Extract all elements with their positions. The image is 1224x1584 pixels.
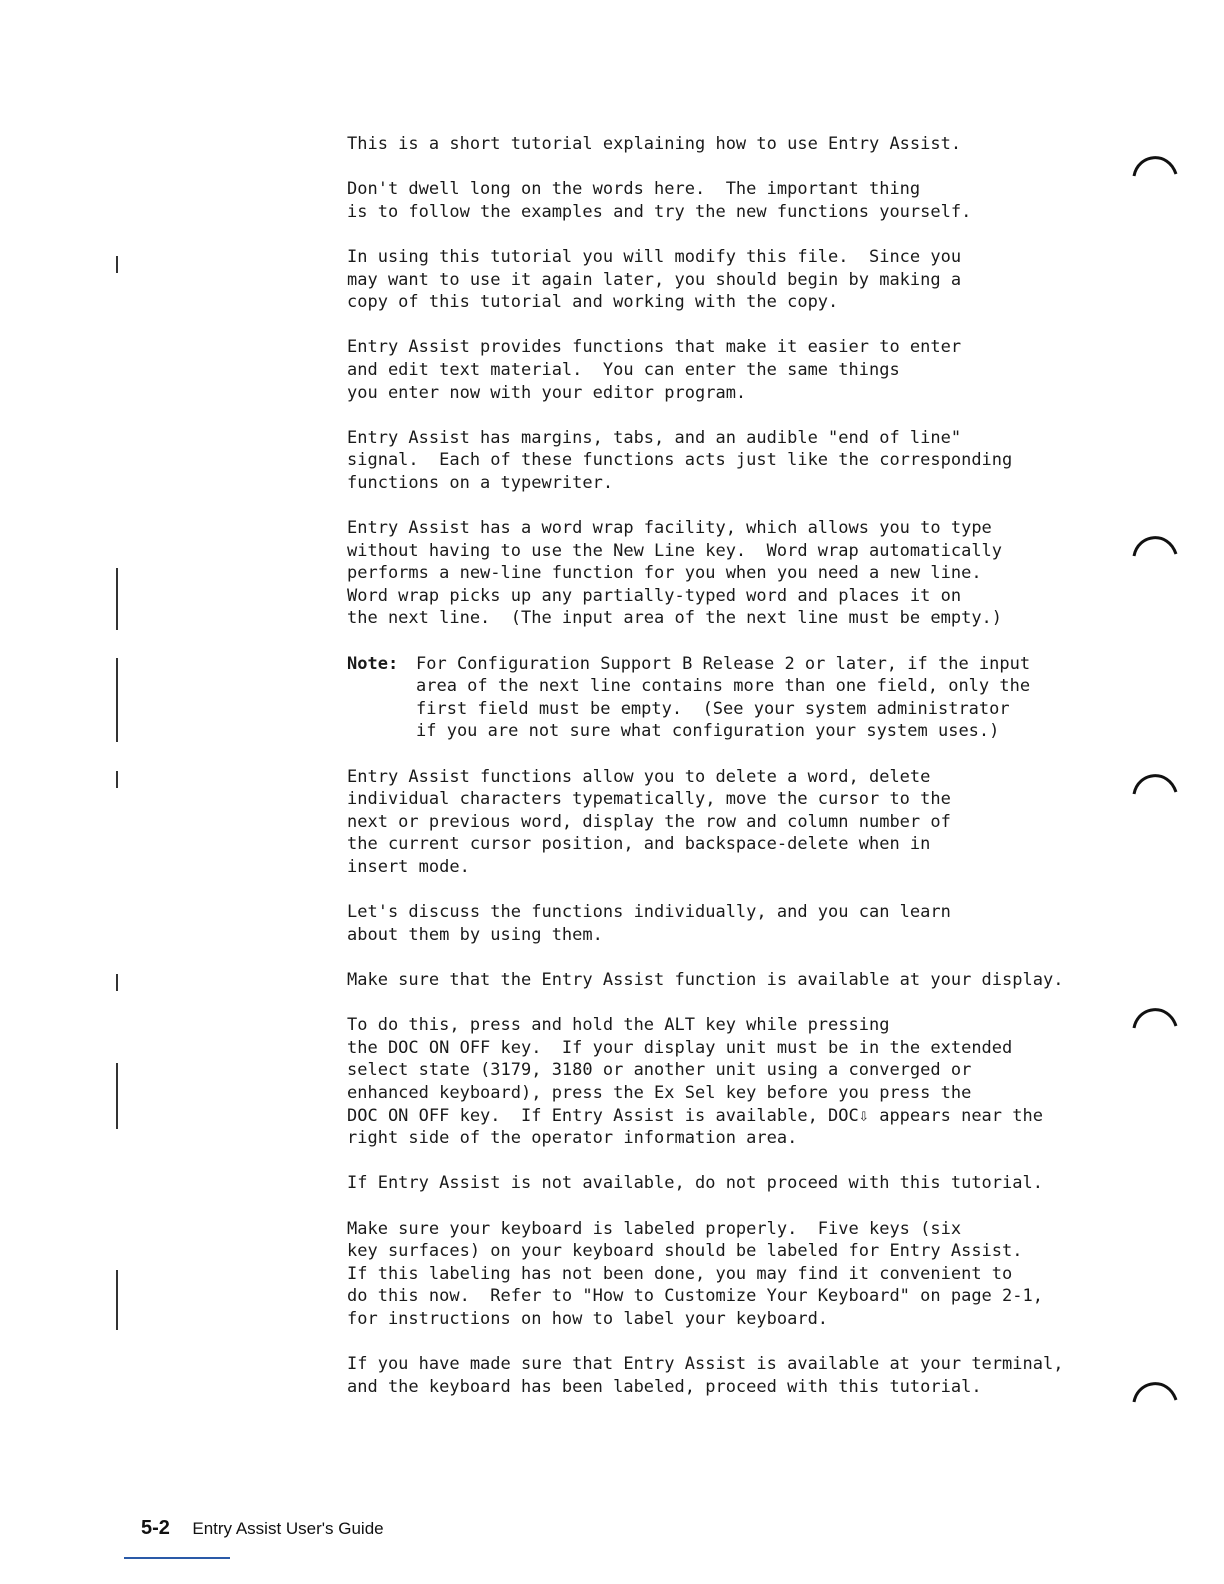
text-line: select state (3179, 3180 or another unit using a converged or	[347, 1060, 972, 1081]
text-line: Entry Assist has a word wrap facility, which allows you to type	[347, 518, 992, 539]
note-block	[347, 653, 1047, 743]
note-label: Note:	[347, 653, 399, 674]
binder-hole-mark	[1130, 766, 1180, 796]
change-bar	[116, 658, 118, 742]
text-line: To do this, press and hold the ALT key while pressing	[347, 1015, 890, 1036]
text-line: about them by using them.	[347, 924, 603, 945]
paragraph-margins-tabs	[347, 427, 1047, 495]
text-line: key surfaces) on your keyboard should be labeled for Entry Assist.	[347, 1241, 1023, 1262]
text-line: DOC ON OFF key. If Entry Assist is available, DOC⇩ appears near the	[347, 1105, 1043, 1126]
text-line: functions on a typewriter.	[347, 472, 614, 493]
text-line: Let's discuss the functions individually, and you can learn	[347, 902, 951, 923]
paragraph-functions-allow	[347, 766, 1047, 879]
text-line: This is a short tutorial explaining how to use Entry Assist.	[347, 134, 962, 154]
text-line: the current cursor position, and backspace-delete when in	[347, 834, 931, 855]
text-line: In using this tutorial you will modify this file. Since you	[347, 246, 962, 267]
text-line: if you are not sure what configuration your system uses.)	[416, 721, 1000, 742]
change-bar	[116, 1063, 118, 1129]
binder-hole-mark	[1130, 148, 1180, 178]
text-line: Entry Assist provides functions that make it easier to enter	[347, 337, 962, 358]
text-line: For Configuration Support B Release 2 or later, if the input	[416, 653, 1031, 674]
text-line: without having to use the New Line key. Word wrap automatically	[347, 540, 1003, 561]
text-line: performs a new-line function for you when you need a new line.	[347, 563, 982, 584]
text-line: insert mode.	[347, 857, 470, 877]
paragraph-provides-functions	[347, 336, 1047, 404]
note-body	[416, 653, 1030, 743]
binder-hole-mark	[1130, 1374, 1180, 1404]
change-bar	[116, 771, 118, 788]
text-line: area of the next line contains more than one field, only the	[416, 676, 1031, 697]
paragraph-word-wrap	[347, 517, 1047, 630]
text-line: Make sure that the Entry Assist function is available at your display.	[347, 969, 1064, 990]
paragraph-make-sure-available	[347, 969, 1064, 992]
text-line: for instructions on how to label your keyboard.	[347, 1308, 829, 1329]
paragraph-intro	[347, 133, 1047, 156]
paragraph-modify-file	[347, 246, 1047, 314]
change-bar	[116, 568, 118, 630]
page-number: 5-2	[141, 1517, 170, 1539]
text-line: and edit text material. You can enter the same things	[347, 359, 900, 380]
text-line: Word wrap picks up any partially-typed word and places it on	[347, 585, 962, 606]
text-line: the next line. (The input area of the next line must be empty.)	[347, 608, 1003, 629]
paragraph-not-available	[347, 1172, 1047, 1195]
binder-hole-mark	[1130, 528, 1180, 558]
binder-hole-mark	[1130, 1000, 1180, 1030]
paragraph-discuss	[347, 901, 1047, 946]
body-text	[347, 133, 1064, 1421]
text-line: copy of this tutorial and working with the copy.	[347, 292, 839, 313]
text-line: If this labeling has not been done, you may find it convenient to	[347, 1263, 1013, 1284]
paragraph-proceed	[347, 1353, 1064, 1398]
text-line: do this now. Refer to "How to Customize Your Keyboard" on page 2-1,	[347, 1286, 1043, 1307]
text-line: may want to use it again later, you should begin by making a	[347, 269, 962, 290]
paragraph-dont-dwell	[347, 178, 1047, 223]
text-line: right side of the operator information area.	[347, 1128, 798, 1149]
text-line: enhanced keyboard), press the Ex Sel key before you press the	[347, 1082, 972, 1103]
footer-rule	[124, 1557, 230, 1559]
change-bar	[116, 1270, 118, 1330]
text-line: individual characters typematically, move the cursor to the	[347, 789, 951, 810]
text-line: next or previous word, display the row and column number of	[347, 811, 951, 832]
text-line: is to follow the examples and try the new functions yourself.	[347, 201, 972, 222]
paragraph-to-do-this	[347, 1014, 1047, 1150]
text-line: Entry Assist has margins, tabs, and an audible "end of line"	[347, 427, 962, 448]
text-line: signal. Each of these functions acts just like the corresponding	[347, 450, 1013, 471]
text-line: If you have made sure that Entry Assist is available at your terminal,	[347, 1354, 1064, 1375]
text-line: Make sure your keyboard is labeled properly. Five keys (six	[347, 1218, 962, 1239]
text-line: Entry Assist functions allow you to delete a word, delete	[347, 766, 931, 787]
paragraph-keyboard-labeled	[347, 1218, 1047, 1331]
guide-title: Entry Assist User's Guide	[192, 1519, 384, 1538]
text-line: Don't dwell long on the words here. The important thing	[347, 179, 921, 200]
change-bar	[116, 974, 118, 991]
text-line: you enter now with your editor program.	[347, 382, 747, 403]
text-line: If Entry Assist is not available, do not proceed with this tutorial.	[347, 1173, 1043, 1194]
text-line: and the keyboard has been labeled, proceed with this tutorial.	[347, 1376, 982, 1397]
text-line: the DOC ON OFF key. If your display unit must be in the extended	[347, 1037, 1013, 1058]
page-footer	[141, 1517, 384, 1540]
change-bar	[116, 256, 118, 273]
text-line: first field must be empty. (See your system administrator	[416, 698, 1010, 719]
